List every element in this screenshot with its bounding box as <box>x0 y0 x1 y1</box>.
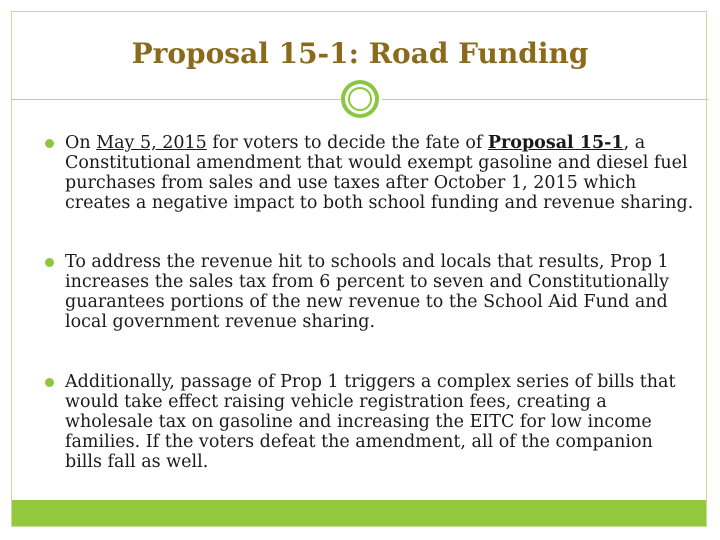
circle-ornament-inner <box>348 87 372 111</box>
bullet-item <box>44 252 694 332</box>
bullet-1-pre: On <box>65 133 97 153</box>
slide-title: Proposal 15-1: Road Funding <box>131 37 589 70</box>
bullet-1-post: , a Constitutional amendment that would exempt gasoline and diesel fuel purchases from sales and use taxes after October 1, 2015 which creates a negative impact to both school funding and revenue sharing. <box>65 133 694 213</box>
bullet-item <box>44 133 694 213</box>
bullet-3-text: Additionally, passage of Prop 1 triggers a complex series of bills that would take effect raising vehicle registration fees, creating a wholesale tax on gasoline and increasing the EITC for low income families. If the voters defeat the amendment, all of the companion bills fall as well. <box>65 372 676 472</box>
bullet-item <box>44 372 694 472</box>
bullet-list <box>44 133 694 472</box>
bullet-1-date: May 5, 2015 <box>96 133 207 153</box>
circle-ornament-icon <box>341 80 379 118</box>
footer-bar <box>12 500 706 526</box>
bullet-1-proposal: Proposal 15-1 <box>487 133 624 153</box>
bullet-dot-icon <box>45 139 54 148</box>
bullet-2-text: To address the revenue hit to schools and locals that results, Prop 1 increases the sales tax from 6 percent to seven and Constitutionally guarantees portions of the new revenue to the School Aid Fund and local government revenue sharing. <box>65 252 669 332</box>
bullet-1-mid: for voters to decide the fate of <box>206 133 488 153</box>
title-divider-right <box>382 99 708 100</box>
title-divider-left <box>12 99 342 100</box>
bullet-dot-icon <box>45 258 54 267</box>
bullet-dot-icon <box>45 378 54 387</box>
